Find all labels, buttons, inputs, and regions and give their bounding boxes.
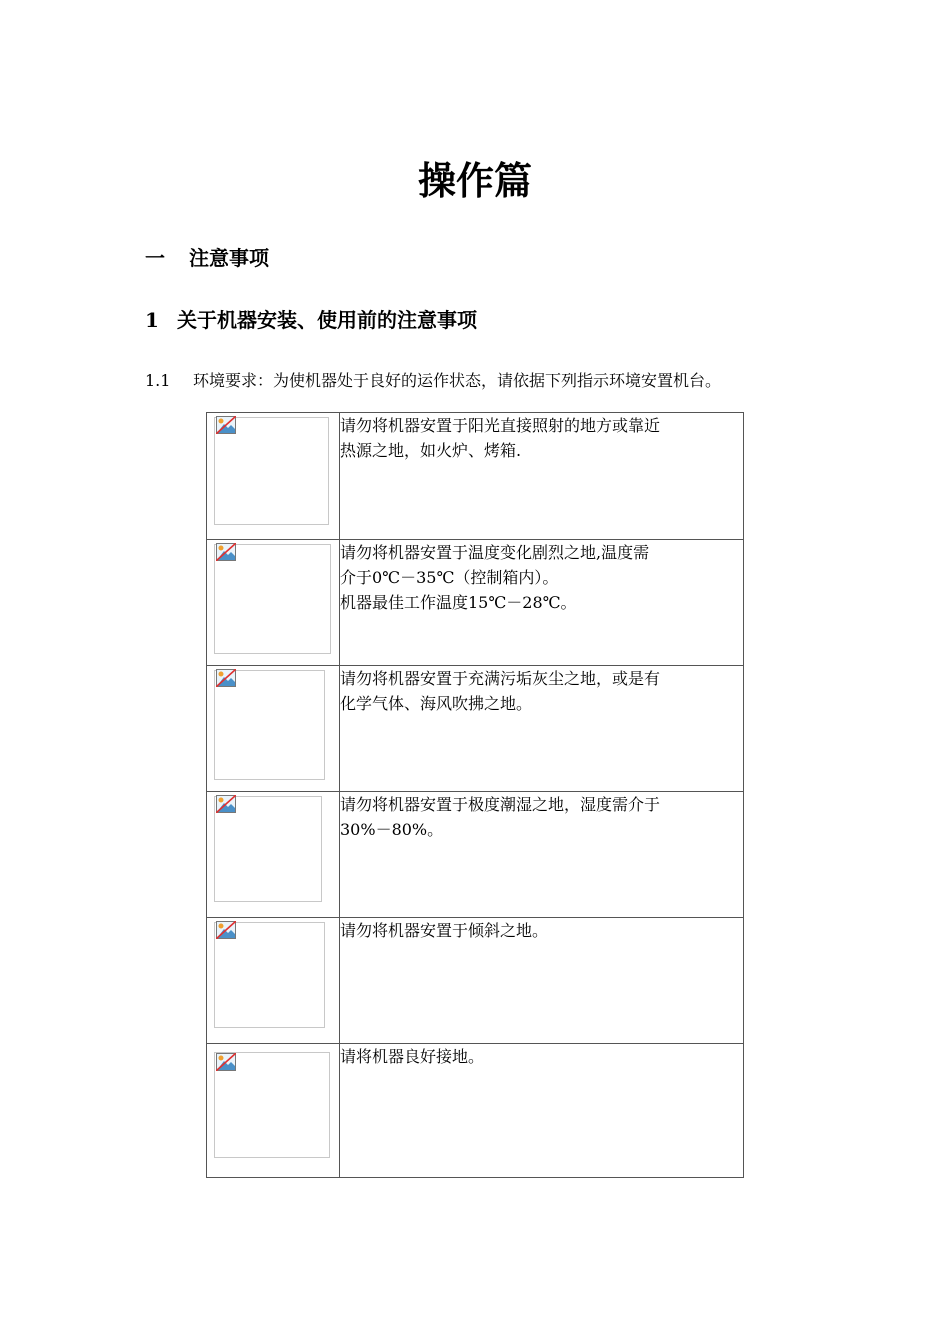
note-line: 热源之地，如火炉、烤箱. — [340, 441, 522, 460]
note-text — [340, 540, 744, 666]
note-line: 介于0℃－35℃（控制箱内）。 — [340, 568, 559, 587]
image-cell — [207, 1044, 340, 1178]
table-row — [207, 792, 744, 918]
note-text — [340, 1044, 744, 1178]
section-heading — [145, 242, 269, 271]
table-row — [207, 666, 744, 792]
note-text — [340, 413, 744, 540]
note-line: 30%－80%。 — [340, 820, 444, 839]
note-line: 请勿将机器安置于阳光直接照射的地方或靠近 — [340, 416, 661, 435]
table-row — [207, 540, 744, 666]
note-line: 化学气体、海风吹拂之地。 — [340, 694, 533, 713]
image-cell — [207, 540, 340, 666]
subsection-label: 关于机器安装、使用前的注意事项 — [177, 308, 477, 332]
table-row — [207, 413, 744, 540]
image-cell — [207, 666, 340, 792]
subsection-heading — [145, 304, 477, 333]
note-line: 请勿将机器安置于极度潮湿之地，湿度需介于 — [340, 795, 661, 814]
note-line: 请勿将机器安置于充满污垢灰尘之地，或是有 — [340, 669, 661, 688]
note-line: 请勿将机器安置于温度变化剧烈之地,温度需 — [340, 543, 650, 562]
broken-image-icon — [216, 416, 236, 434]
paragraph-text: 环境要求：为使机器处于良好的运作状态，请依据下列指示环境安置机台。 — [193, 371, 722, 390]
broken-image-icon — [216, 795, 236, 813]
broken-image-icon — [216, 543, 236, 561]
note-line: 请勿将机器安置于倾斜之地。 — [340, 921, 549, 940]
broken-image-icon — [216, 921, 236, 939]
broken-image-icon — [216, 669, 236, 687]
table-row — [207, 1044, 744, 1178]
image-cell — [207, 413, 340, 540]
note-line: 请将机器良好接地。 — [340, 1047, 485, 1066]
table-row — [207, 918, 744, 1044]
note-text — [340, 666, 744, 792]
paragraph-number: 1.1 — [145, 371, 171, 390]
page-title: 操作篇 — [417, 159, 532, 203]
requirement-paragraph — [145, 368, 721, 391]
image-cell — [207, 918, 340, 1044]
note-line: 机器最佳工作温度15℃－28℃。 — [340, 593, 577, 612]
note-text — [340, 792, 744, 918]
image-cell — [207, 792, 340, 918]
broken-image-icon — [216, 1053, 236, 1071]
section-number: 一 — [145, 246, 165, 270]
note-text — [340, 918, 744, 1044]
subsection-number: 1 — [145, 308, 159, 332]
section-label: 注意事项 — [189, 246, 269, 270]
notes-table — [206, 412, 744, 1178]
